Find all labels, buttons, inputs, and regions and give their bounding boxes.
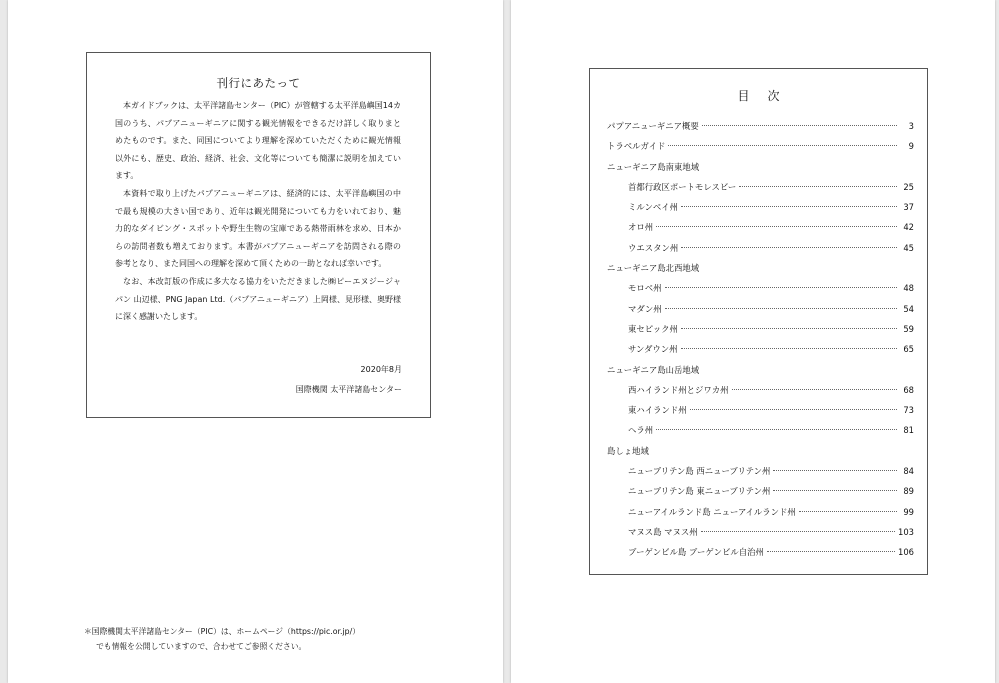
right-page <box>511 0 995 683</box>
toc-leader-dots <box>681 348 898 349</box>
toc-leader-dots <box>690 409 897 410</box>
toc-entry-title: 東ハイランド州 <box>628 405 687 416</box>
toc-page-number: 9 <box>908 141 914 152</box>
toc-entry-title: マヌス島 マヌス州 <box>628 526 698 537</box>
toc-entry[interactable] <box>607 197 914 217</box>
toc-entry[interactable] <box>607 299 914 319</box>
toc-entry-title: ブーゲンビル島 ブーゲンビル自治州 <box>628 547 764 558</box>
footnote-line-2: でも情報を公開していますので、合わせてご参照ください。 <box>96 641 307 651</box>
toc-entry[interactable] <box>607 238 914 258</box>
toc-page-number: 73 <box>903 405 914 416</box>
toc-leader-dots <box>702 125 897 126</box>
toc-page-number: 81 <box>903 425 914 436</box>
toc-entry-title: 首都行政区ポートモレスビー <box>628 181 737 192</box>
foreword-date: 2020年8月 <box>360 365 402 374</box>
toc-page-number: 103 <box>898 526 914 537</box>
toc-title: 目次 <box>737 89 798 103</box>
toc-entry-title: 西ハイランド州とジワカ州 <box>628 384 729 395</box>
toc-leader-dots <box>773 490 897 491</box>
toc-entry-title: ニューギニア島南東地域 <box>607 161 700 172</box>
toc-entry[interactable] <box>607 461 914 481</box>
toc-page-number: 106 <box>898 547 914 558</box>
toc-entry-title: ニューアイルランド島 ニューアイルランド州 <box>628 506 796 517</box>
foreword-title: 刊行にあたって <box>216 76 301 90</box>
toc-entry-title: モロベ州 <box>628 283 662 294</box>
toc-entry-title: オロ州 <box>628 222 654 233</box>
toc-entry-title: ニューギニア島北西地域 <box>607 263 700 274</box>
toc-page-number: 37 <box>903 202 914 213</box>
toc-entry[interactable] <box>607 319 914 339</box>
toc-leader-dots <box>773 470 897 471</box>
toc-entry-title: ニューギニア島山岳地域 <box>607 364 700 375</box>
foreword-body <box>115 97 401 326</box>
toc-page-number: 59 <box>903 323 914 334</box>
toc-leader-dots <box>799 511 897 512</box>
footnote-line-1: ＊国際機関太平洋諸島センター（PIC）は、ホームページ（https://pic.or.jp/） <box>84 627 361 636</box>
toc-entry-title: トラベルガイド <box>607 141 666 152</box>
toc-entry-title: ニューブリテン島 東ニューブリテン州 <box>628 486 771 497</box>
toc-page-number: 45 <box>903 242 914 253</box>
toc-leader-dots <box>681 247 897 248</box>
toc-entry[interactable] <box>607 380 914 400</box>
toc-list <box>607 116 914 563</box>
toc-entry[interactable] <box>607 278 914 298</box>
toc-page-number: 65 <box>903 344 914 355</box>
left-page <box>8 0 503 683</box>
toc-leader-dots <box>656 429 897 430</box>
toc-page-number: 84 <box>903 466 914 477</box>
toc-entry-title: パプアニューギニア概要 <box>607 121 699 131</box>
toc-leader-dots <box>767 551 895 552</box>
toc-entry[interactable] <box>607 502 914 522</box>
toc-page-number: 3 <box>908 121 914 131</box>
table-of-contents <box>589 68 928 575</box>
toc-page-number: 25 <box>903 181 914 192</box>
toc-entry[interactable] <box>607 177 914 197</box>
toc-page-number: 42 <box>903 222 914 233</box>
toc-entry-title: サンダウン州 <box>628 344 678 355</box>
toc-entry-title: 東セピック州 <box>628 323 678 334</box>
toc-entry-title: 島しょ地域 <box>607 445 649 456</box>
toc-entry[interactable] <box>607 339 914 359</box>
toc-leader-dots <box>732 389 898 390</box>
toc-leader-dots <box>656 226 897 227</box>
toc-page-number: 54 <box>903 303 914 314</box>
toc-leader-dots <box>665 308 897 309</box>
foreword-signature: 国際機関 太平洋諸島センター <box>295 385 402 394</box>
toc-entry[interactable] <box>607 542 914 562</box>
toc-entry[interactable] <box>607 217 914 237</box>
foreword-paragraph-1: 本ガイドブックは、太平洋諸島センター（PIC）が管轄する太平洋島嶼国14カ国のうち、パプアニューギニアに関する観光情報をできるだけ詳しく取りまとめたものです。また、同国についてより理解を深めていただくために観光情報以外にも、歴史、政治、経済、社会、文化等についても簡潔に説明を加えています。 <box>115 101 401 181</box>
toc-entry-title: マダン州 <box>628 303 662 314</box>
toc-section[interactable] <box>607 360 914 380</box>
toc-section[interactable] <box>607 441 914 461</box>
toc-section[interactable] <box>607 258 914 278</box>
toc-page-number: 99 <box>903 506 914 517</box>
toc-page-number: 89 <box>903 486 914 497</box>
toc-leader-dots <box>681 328 897 329</box>
toc-entry-title: ニューブリテン島 西ニューブリテン州 <box>628 466 771 477</box>
toc-section[interactable] <box>607 116 914 136</box>
toc-entry[interactable] <box>607 400 914 420</box>
toc-leader-dots <box>668 145 897 146</box>
foreword-box <box>86 52 431 418</box>
toc-entry-title: ミルンベイ州 <box>628 202 679 213</box>
toc-leader-dots <box>701 531 895 532</box>
foreword-paragraph-2: 本資料で取り上げたパプアニューギニアは、経済的には、太平洋島嶼国の中で最も規模の大きい国であり、近年は観光開発についても力をいれており、魅力的なダイビング・スポットや野生生物の宝庫である熱帯雨林を求め、日本からの訪問者数も増えております。本書がパプアニューギニアを訪問される際の参考となり、また同国への理解を深めて頂くための一助となれば幸いです。 <box>115 188 401 269</box>
toc-entry[interactable] <box>607 522 914 542</box>
toc-leader-dots <box>739 186 897 187</box>
foreword-paragraph-3: なお、本改訂版の作成に多大なる協力をいただきました㈱ピーエヌジージャパン 山辺様、PNG Japan Ltd.（パプアニューギニア）上岡様、見形様、奥野様に深く感謝いたします。 <box>115 276 401 322</box>
toc-page-number: 68 <box>903 384 914 395</box>
toc-entry[interactable] <box>607 420 914 440</box>
toc-section[interactable] <box>607 136 914 156</box>
footnote <box>84 625 464 654</box>
toc-leader-dots <box>665 287 898 288</box>
toc-entry-title: ヘラ州 <box>628 425 654 436</box>
toc-section[interactable] <box>607 157 914 177</box>
toc-page-number: 48 <box>903 283 914 294</box>
toc-leader-dots <box>681 206 897 207</box>
toc-entry-title: ウエスタン州 <box>628 242 679 253</box>
toc-entry[interactable] <box>607 481 914 501</box>
